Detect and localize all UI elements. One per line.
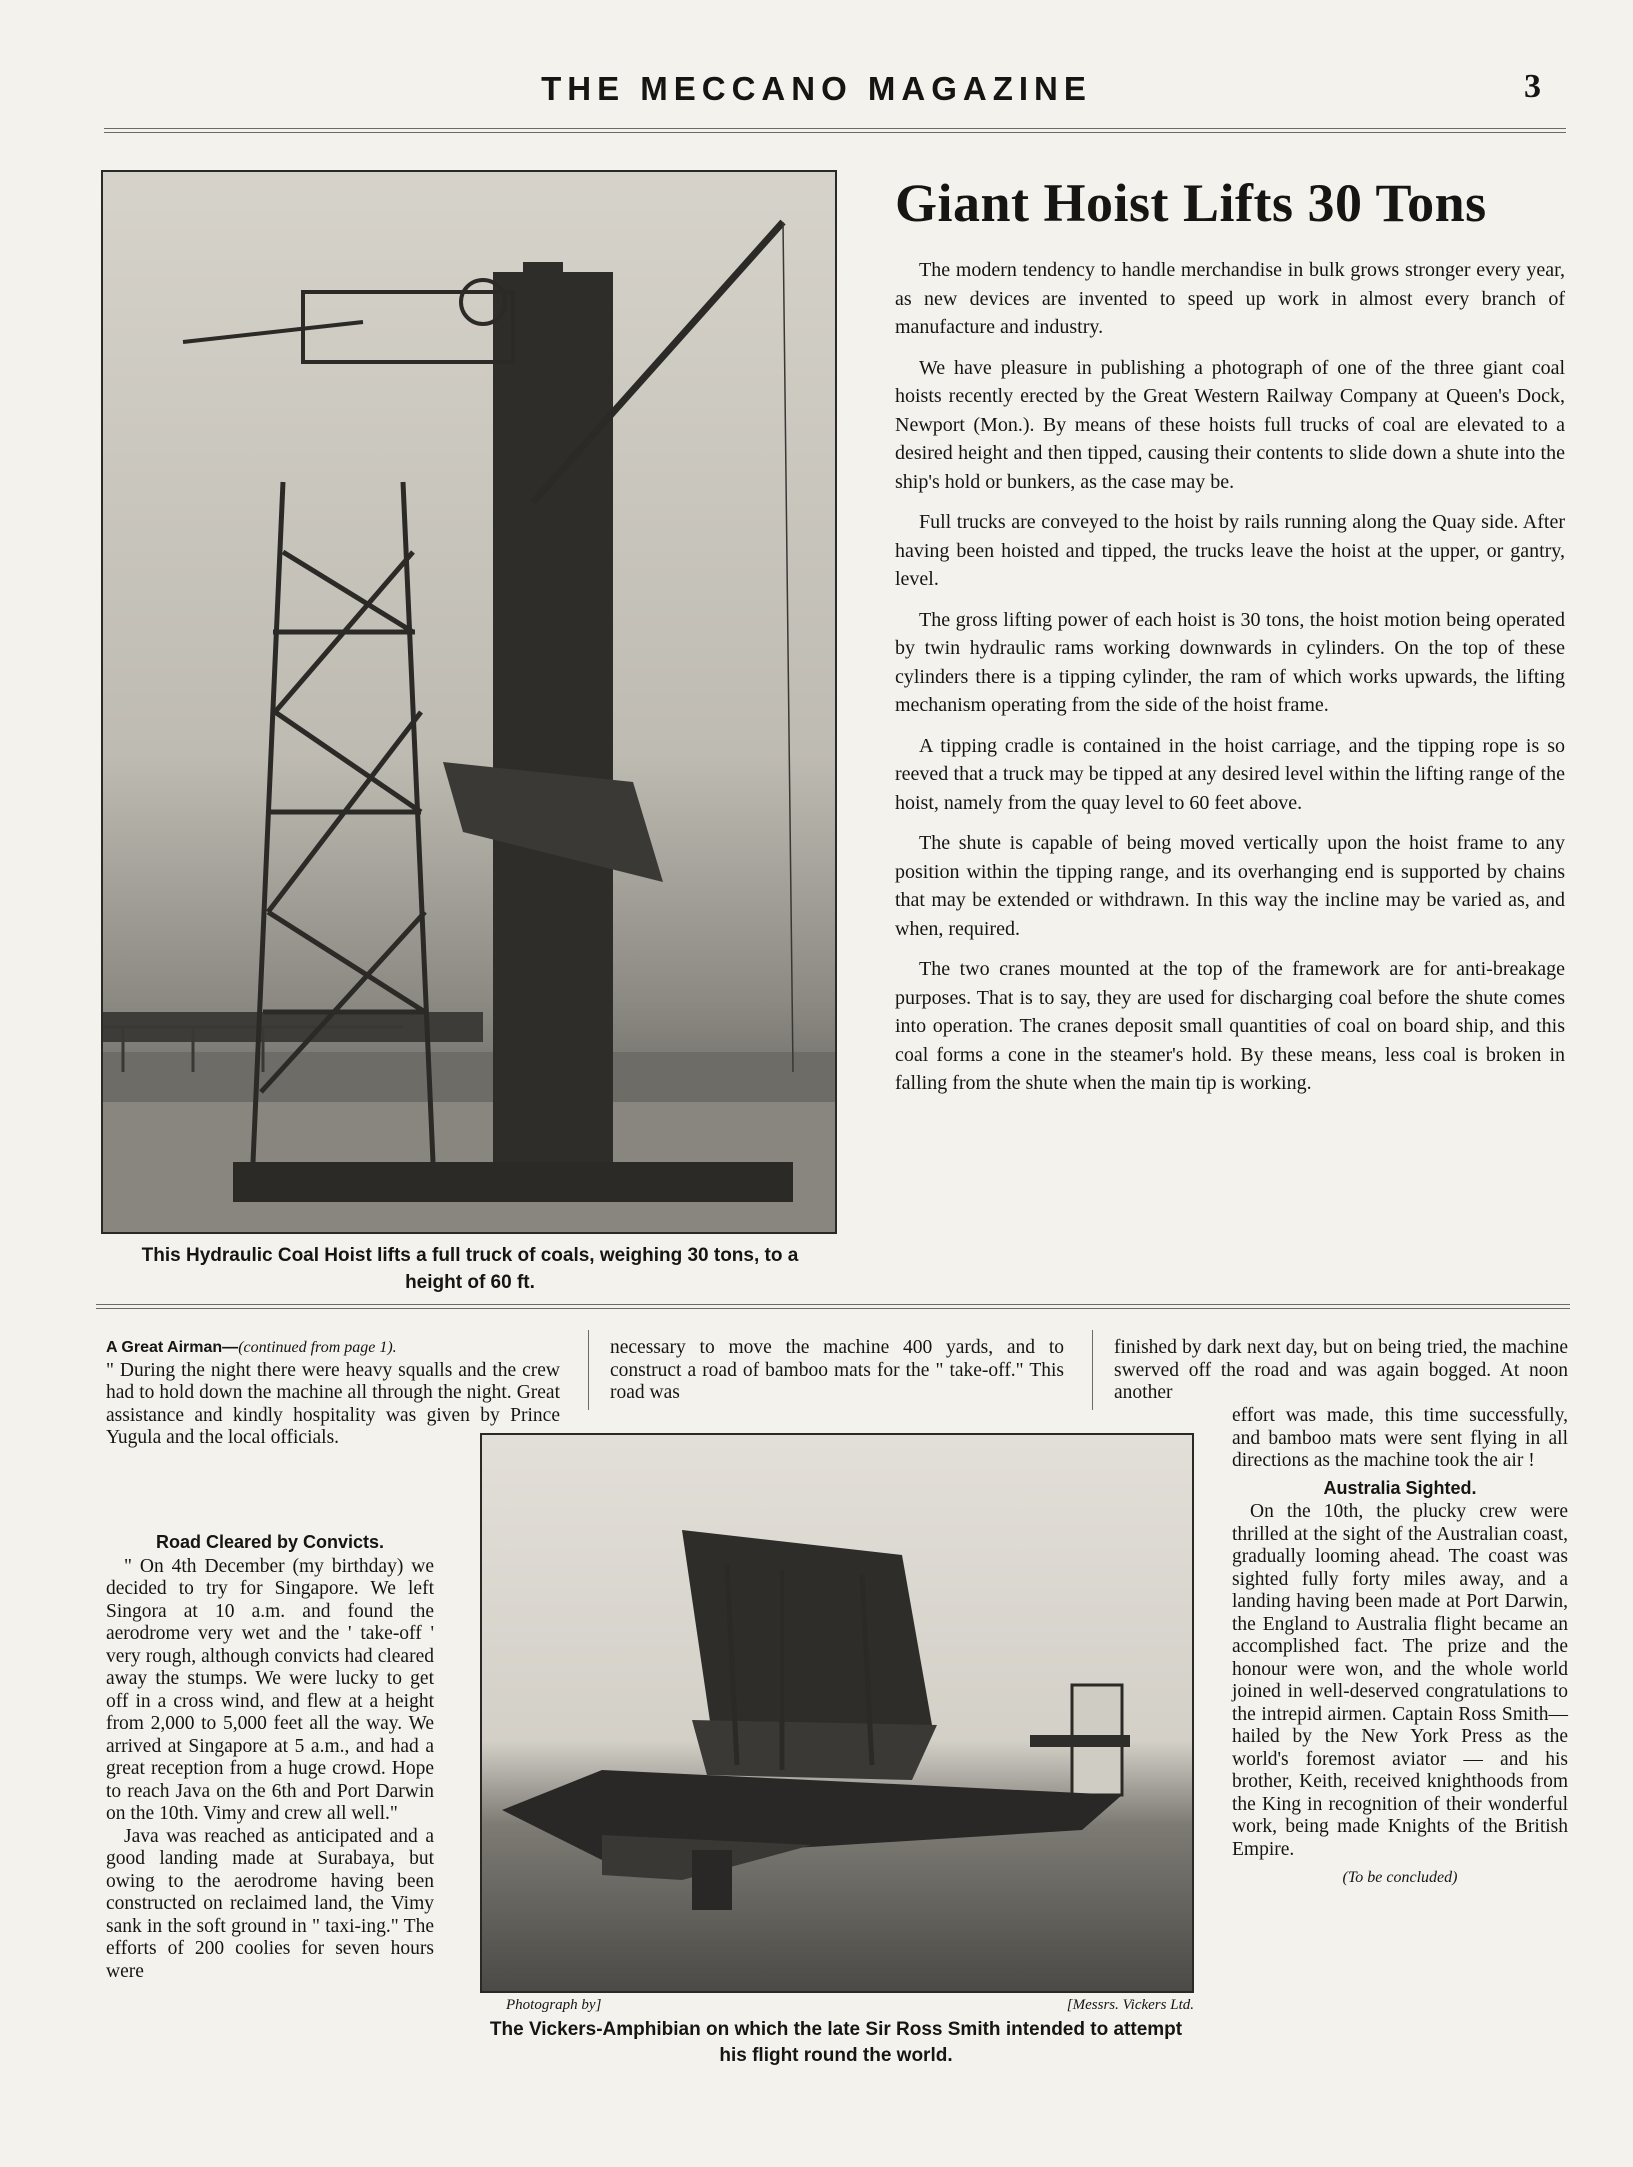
continued-heading xyxy=(106,1337,560,1360)
airman-column-3-top xyxy=(1114,1337,1568,1405)
australia-sighted-subheading: Australia Sighted. xyxy=(1323,1477,1477,1498)
photo-credit-left: Photograph by] xyxy=(506,1997,602,2013)
page-number: 3 xyxy=(1524,68,1541,105)
article-paragraph: A tipping cradle is contained in the hoist carriage, and the tipping rope is so reeved that a truck may be tipped at any desired level within the lifting range of the hoist, namely from the quay level to 60 feet above. xyxy=(895,734,1565,814)
article-paragraph: The shute is capable of being moved vertically upon the hoist frame to any position within the tipping range, and its overhanging end is supported by chains that may be extended or withdrawn. In this way the incline may be varied as, and when, required. xyxy=(895,832,1565,940)
road-cleared-subheading: Road Cleared by Convicts. xyxy=(155,1532,385,1552)
airman-paragraph: Java was reached as anticipated and a good landing made at Surabaya, but owing to the aerodrome having been constructed on reclaimed land, the Vimy sank in the soft ground in " taxi-ing." The efforts of 200 coolies for seven hours were xyxy=(106,1825,434,1982)
airman-paragraph: On the 10th, the plucky crew were thrilled at the sight of the Australian coast, gradually looming ahead. The coast was sighted fully forty miles away, and a landing having been made at Port Darwin, the England to Australia flight became an accomplished fact. The prize and the honour were won, and the whole world joined in well-deserved congratulations to the intrepid airmen. Captain Ross Smith—hailed by the New York Press as the world's foremost aviator — and his brother, Keith, received knighthoods from the King in recognition of their wonderful work, being made Knights of the British Empire. xyxy=(1232,1501,1568,1860)
amphibian-photo-caption: The Vickers-Amphibian on which the late Sir Ross Smith intended to attempt his flight round the world. xyxy=(489,2019,1183,2066)
coal-hoist-photo xyxy=(101,170,837,1234)
amphibian-illustration xyxy=(482,1435,1192,1991)
header-rule xyxy=(104,128,1566,133)
airman-paragraph: " During the night there were heavy squalls and the crew had to hold down the machine all through the night. Great assistance and kindly hospitality was given by Prince Yugula and the local officials. xyxy=(106,1359,560,1448)
airman-column-2-top xyxy=(610,1337,1064,1405)
article-title: Giant Hoist Lifts 30 Tons xyxy=(895,173,1487,233)
airman-column-1 xyxy=(106,1527,434,1983)
airman-paragraph: necessary to move the machine 400 yards, and to construct a road of bamboo mats for the " take-off." This road was xyxy=(610,1337,1064,1403)
article-paragraph: The modern tendency to handle merchandise in bulk grows stronger every year, as new devices are invented to speed up work in almost every branch of manufacture and industry. xyxy=(895,259,1565,338)
vickers-amphibian-photo xyxy=(480,1433,1194,1993)
article-body xyxy=(895,256,1565,1110)
section-rule xyxy=(96,1304,1570,1309)
article-paragraph: Full trucks are conveyed to the hoist by rails running along the Quay side. After having been hoisted and tipped, the trucks leave the hoist at the upper, or gantry, level. xyxy=(895,511,1565,590)
column-rule xyxy=(588,1330,589,1410)
airman-column-3 xyxy=(1232,1405,1568,1890)
column-rule xyxy=(1092,1330,1093,1410)
coal-hoist-illustration xyxy=(103,172,835,1232)
continued-title: A Great Airman— xyxy=(106,1339,239,1356)
running-head: THE MECCANO MAGAZINE xyxy=(541,70,1092,107)
article-paragraph: We have pleasure in publishing a photograph of one of the three giant coal hoists recently erected by the Great Western Railway Company at Queen's Dock, Newport (Mon.). By means of these hoists full trucks of coal are elevated to a desired height and then tipped, causing their contents to slide down a shute into the ship's hold or bunkers, as the case may be. xyxy=(895,356,1565,493)
hoist-photo-caption: This Hydraulic Coal Hoist lifts a full truck of coals, weighing 30 tons, to a height of 60 ft. xyxy=(141,1245,799,1293)
to-be-concluded: (To be concluded) xyxy=(1342,1869,1458,1886)
airman-paragraph: finished by dark next day, but on being tried, the machine swerved off the road and was again bogged. At noon another xyxy=(1114,1337,1568,1403)
photo-credit-right: [Messrs. Vickers Ltd. xyxy=(1066,1997,1194,2013)
continued-note: (continued from page 1). xyxy=(238,1339,397,1356)
article-paragraph: The two cranes mounted at the top of the framework are for anti-breakage purposes. That is to say, they are used for discharging coal before the shute comes into operation. The cranes deposit small quantities of coal on board ship, and this coal forms a cone in the steamer's hold. By these means, less coal is broken in falling from the shute when the main tip is working. xyxy=(895,958,1565,1094)
airman-paragraph: effort was made, this time successfully, and bamboo mats were sent flying in all directions as the machine took the air ! xyxy=(1232,1405,1568,1471)
airman-paragraph: " On 4th December (my birthday) we decided to try for Singapore. We left Singora at 10 a.m. and found the aerodrome very wet and the ' take-off ' very rough, although convicts had cleared away the stumps. We were lucky to get off in a cross wind, and flew at a height from 2,000 to 5,000 feet all the way. We arrived at Singapore at 5 a.m., and had a great reception from a huge crowd. Hope to reach Java on the 6th and Port Darwin on the 10th. Vimy and crew all well." xyxy=(106,1555,434,1824)
article-paragraph: The gross lifting power of each hoist is 30 tons, the hoist motion being operated by twin hydraulic rams working downwards in cylinders. On the top of these cylinders there is a tipping cylinder, the ram of which works upwards, the lifting mechanism operating from the side of the hoist frame. xyxy=(895,608,1565,716)
